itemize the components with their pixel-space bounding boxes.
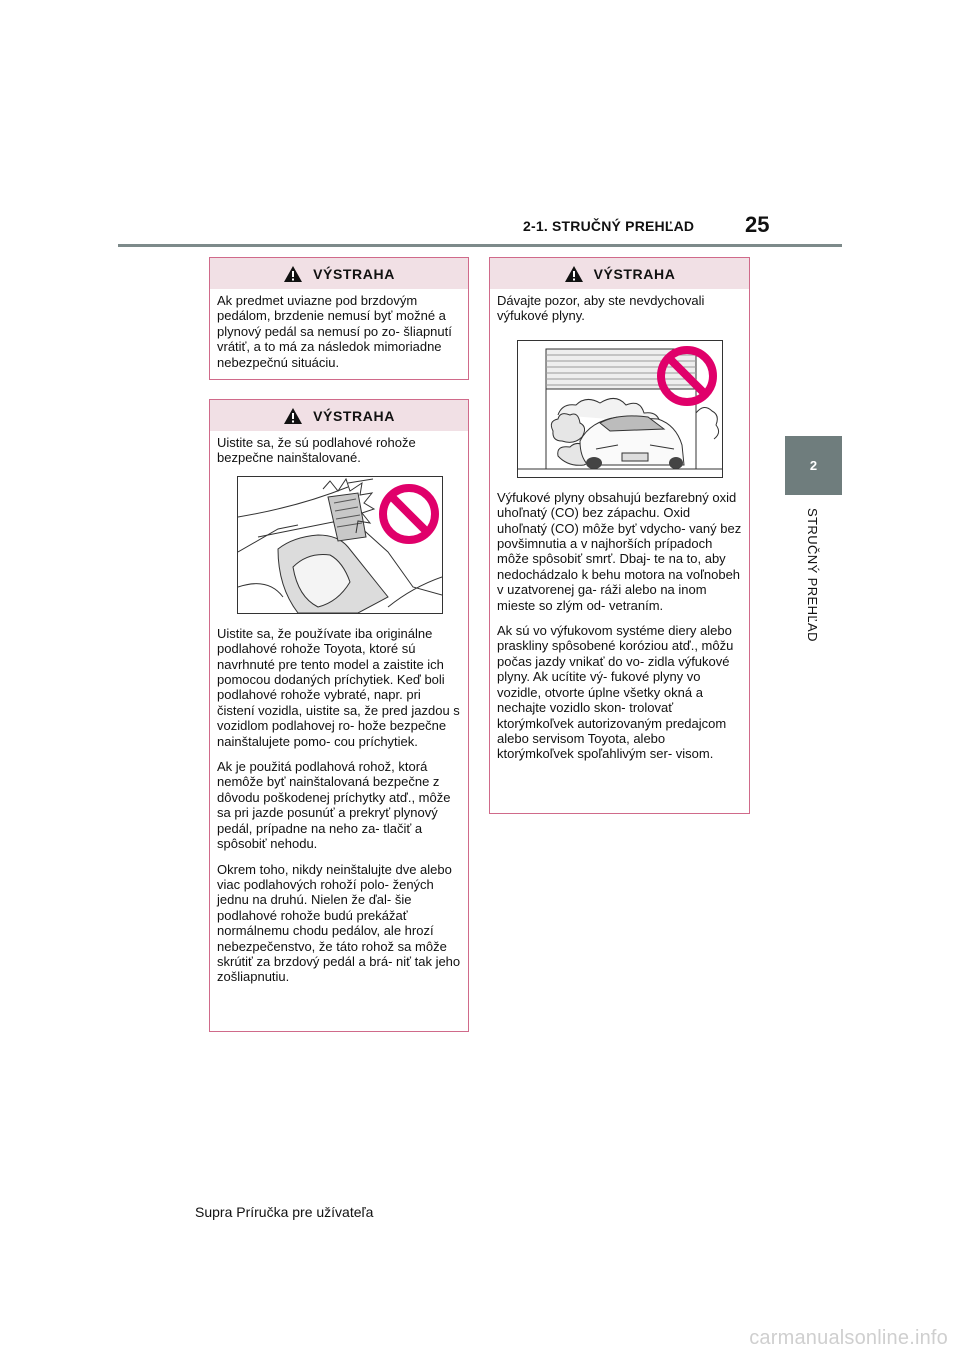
warning-box-brake-pedal	[209, 257, 469, 380]
header-divider	[118, 244, 842, 247]
section-title: 2-1. STRUČNÝ PREHĽAD	[523, 218, 695, 234]
warning-paragraph: Uistite sa, že používate iba originálne podlahové rohože Toyota, ktoré sú navrhnuté pre tento model a zaistite ich pomocou dodaných príchytiek. Keď boli podlahové rohože vybraté, napr. pri čistení vozidla, uistite sa, že pred jazdou s vozidlom podlahovej ro- hože bezpečne nainštalujete pomo- cou príchytiek.	[217, 625, 460, 749]
prohibition-icon	[378, 483, 440, 545]
warning-header	[210, 258, 468, 289]
warning-box-exhaust-gas	[489, 257, 750, 814]
warning-heading: VÝSTRAHA	[593, 265, 676, 282]
warning-triangle-icon	[564, 265, 584, 283]
warning-triangle-icon	[283, 265, 303, 283]
prohibition-icon	[656, 345, 718, 407]
floor-mat-illustration	[237, 476, 443, 614]
warning-paragraph: Dávajte pozor, aby ste nevdychovali výfukové plyny.	[497, 293, 705, 324]
warning-paragraph: Ak sú vo výfukovom systéme diery alebo praskliny spôsobené koróziou atď., môžu počas jazdy vnikať do vo- zidla výfukové plyny. Ak ucítite vý- fukové plyny vo vozidle, otvorte úplne všetky okná a nechajte vozidlo skon- trolovať ktorýmkoľvek autorizovaným predajcom alebo servisom Toyota, alebo ktorýmkoľvek spoľahlivým ser- visom.	[497, 623, 734, 762]
warning-heading: VÝSTRAHA	[313, 265, 395, 282]
warning-body	[490, 289, 749, 780]
page-number: 25	[745, 212, 770, 237]
warning-box-floor-mats	[209, 399, 469, 1032]
chapter-number: 2	[809, 458, 818, 473]
garage-exhaust-illustration	[517, 340, 723, 478]
warning-heading: VÝSTRAHA	[313, 407, 395, 424]
warning-paragraph: Ak je použitá podlahová rohož, ktorá nemôže byť nainštalovaná bezpečne z dôvodu poškodenej príchytky atď., môže sa pri jazde posunúť a prekryť plynový pedál, prípadne na neho za- tlačiť a spôsobiť nehodu.	[217, 759, 451, 852]
manual-title: Supra Príručka pre užívateľa	[195, 1204, 374, 1220]
chapter-tab[interactable]	[785, 436, 842, 495]
warning-paragraph: Ak predmet uviazne pod brzdovým pedálom, brzdenie nemusí byť možné a plynový pedál sa nemusí po zo- šliapnutí vrátiť, a to má za následok mimoriadne nebezpečnú situáciu.	[217, 293, 452, 370]
warning-body	[210, 289, 468, 388]
warning-paragraph: Výfukové plyny obsahujú bezfarebný oxid uhoľnatý (CO) bez zápachu. Oxid uhoľnatý (CO) môže byť vdycho- vaný bez povšimnutia a v najhorších prípadoch môže spôsobiť smrť. Dbaj- te na to, aby nedochádzalo k behu motora na voľnobeh v uzatvorenej ga- ráži alebo na inom mieste so zlým od- vetraním.	[497, 489, 742, 613]
warning-triangle-icon	[283, 407, 303, 425]
warning-paragraph: Okrem toho, nikdy neinštalujte dve alebo viac podlahových rohoží polo- žených jednu na druhú. Nielen že ďal- šie podlahové rohože budú prekážať normálnemu chodu pedálov, ale hrozí nebezpečenstvo, že táto rohož sa môže skrútiť za brzdový pedál a brá- niť tak jeho zošliapnutiu.	[217, 861, 461, 985]
warning-header	[490, 258, 749, 289]
warning-body	[210, 431, 468, 1003]
watermark: carmanualsonline.info	[749, 1327, 948, 1349]
warning-header	[210, 400, 468, 431]
warning-paragraph: Uistite sa, že sú podlahové rohože bezpečne nainštalované.	[217, 435, 416, 466]
chapter-label: STRUČNÝ PREHĽAD	[805, 508, 820, 642]
